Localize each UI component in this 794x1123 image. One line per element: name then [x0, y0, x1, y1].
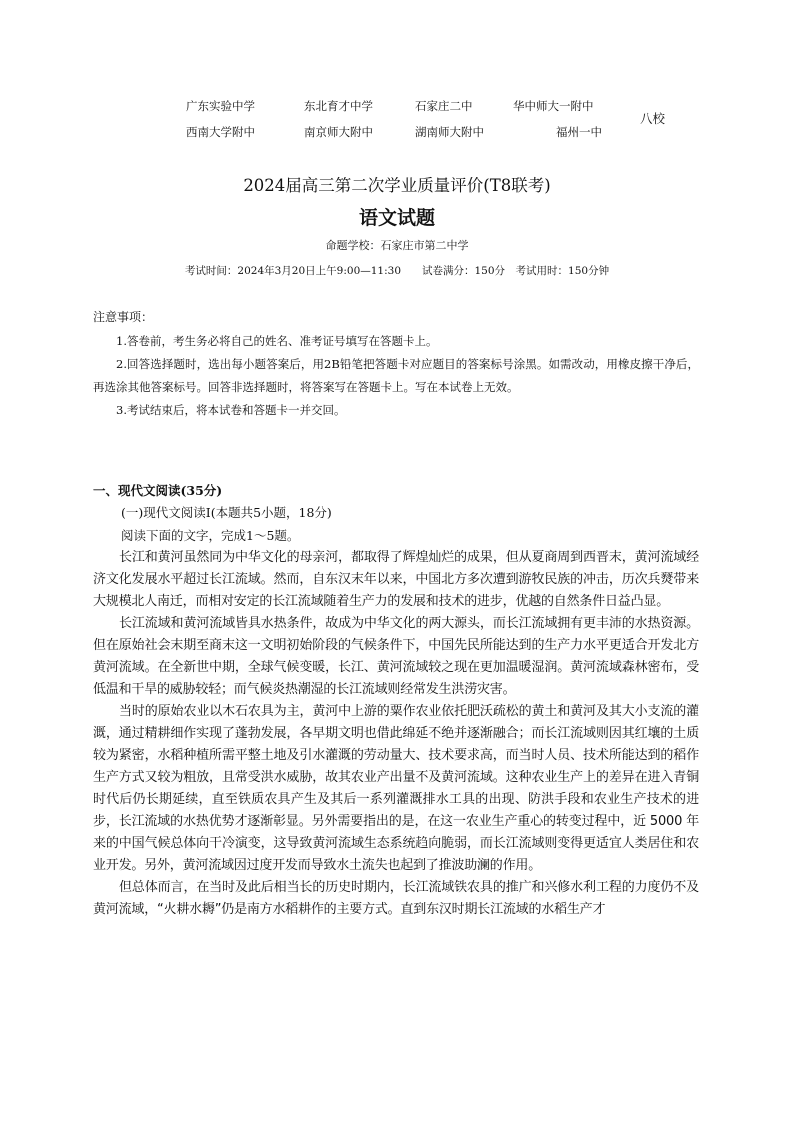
school-name: 广东实验中学: [186, 99, 255, 113]
school-name: 南京师大附中: [304, 125, 373, 139]
exam-title: 2024届高三第二次学业质量评价(T8联考): [243, 176, 551, 195]
passage-paragraph: 长江和黄河虽然同为中华文化的母亲河，都取得了辉煌灿烂的成果，但从夏商周到西晋末，黄河流域经济文化发展水平超过长江流域。然而，自东汉末年以来，中国北方多次遭到游牧民族的冲击，历次兵燹带来大规模北人南迁，而相对安定的长江流域随着生产力的发展和技术的进步，优越的自然条件日益凸显。: [93, 550, 699, 609]
notice-item: 1.答卷前，考生务必将自己的姓名、准考证号填写在答题卡上。: [116, 334, 438, 348]
subject-title: 语文试题: [358, 207, 435, 229]
school-name: 福州一中: [556, 125, 602, 139]
passage-paragraph: 当时的原始农业以木石农具为主，黄河中上游的粟作农业依托肥沃疏松的黄土和黄河及其大小支流的灌溉，通过精耕细作实现了蓬勃发展，各早期文明也借此绵延不绝并逐渐融合；而长江流域则因其红壤的土质较为紧密，水稻种植所需平整土地及引水灌溉的劳动量大、技术要求高，而当时人员、技术所能达到的稻作生产方式又较为粗放，且常受洪水威胁，故其农业产出量不及黄河流域。这种农业生产上的差异在进入青铜时代后仍长期延续，直至铁质农具产生及其后一系列灌溉排水工具的出现、防洪手段和农业生产技术的进步，长江流域的水热优势才逐渐彰显。另外需要指出的是，在这一农业生产重心的转变过程中，近 5000 年来的中国气候总体向干冷演变，这导致黄河流域生态系统趋向脆弱，而长江流域则变得更适宜人类居住和农业开发。另外，黄河流域因过度开发而导致水土流失也起到了推波助澜的作用。: [93, 704, 699, 873]
alliance-label: 八校: [640, 111, 666, 126]
reading-passage: [93, 547, 699, 921]
school-name: 华中师大一附中: [513, 99, 594, 113]
notice-heading: 注意事项：: [93, 310, 154, 324]
author-school: 命题学校：石家庄市第二中学: [325, 239, 469, 252]
school-name: 石家庄二中: [415, 99, 473, 113]
passage-paragraph: 但总体而言，在当时及此后相当长的历史时期内，长江流域铁农具的推广和兴修水利工程的力度仍不及黄河流域，“火耕水耨”仍是南方水稻耕作的主要方式。直到东汉时期长江流域的水稻生产才: [93, 880, 699, 917]
notice-item: 2.回答选择题时，选出每小题答案后，用2B铅笔把答题卡对应题目的答案标号涂黑。如需改动，用橡皮擦干净后，再选涂其他答案标号。回答非选择题时，将答案写在答题卡上。写在本试卷上无效。: [93, 357, 699, 394]
notice-list: [93, 330, 699, 422]
exam-info: 考试时间：2024年3月20日上午9:00—11:30 试卷满分：150分 考试用时：150分钟: [184, 265, 610, 277]
section-heading: 一、现代文阅读(35分): [93, 483, 223, 498]
school-name: 西南大学附中: [186, 125, 255, 139]
passage-paragraph: 长江流域和黄河流域皆具水热条件，故成为中华文化的两大源头，而长江流域拥有更丰沛的水热资源。但在原始社会末期至商末这一文明初始阶段的气候条件下，中国先民所能达到的生产力水平更适合开发北方黄河流域。在全新世中期，全球气候变暖，长江、黄河流域较之现在更加温暖湿润。黄河流域森林密布，受低温和干旱的威胁较轻；而气候炎热潮湿的长江流域则经常发生洪涝灾害。: [93, 616, 699, 697]
school-name: 东北育才中学: [304, 99, 373, 113]
section-instruction: 阅读下面的文字，完成1～5题。: [121, 528, 300, 543]
section-subheading: (一)现代文阅读Ⅰ(本题共5小题，18分): [121, 505, 332, 520]
school-list: [0, 94, 794, 144]
notice-item: 3.考试结束后，将本试卷和答题卡一并交回。: [116, 403, 346, 417]
school-name: 湖南师大附中: [415, 125, 484, 139]
